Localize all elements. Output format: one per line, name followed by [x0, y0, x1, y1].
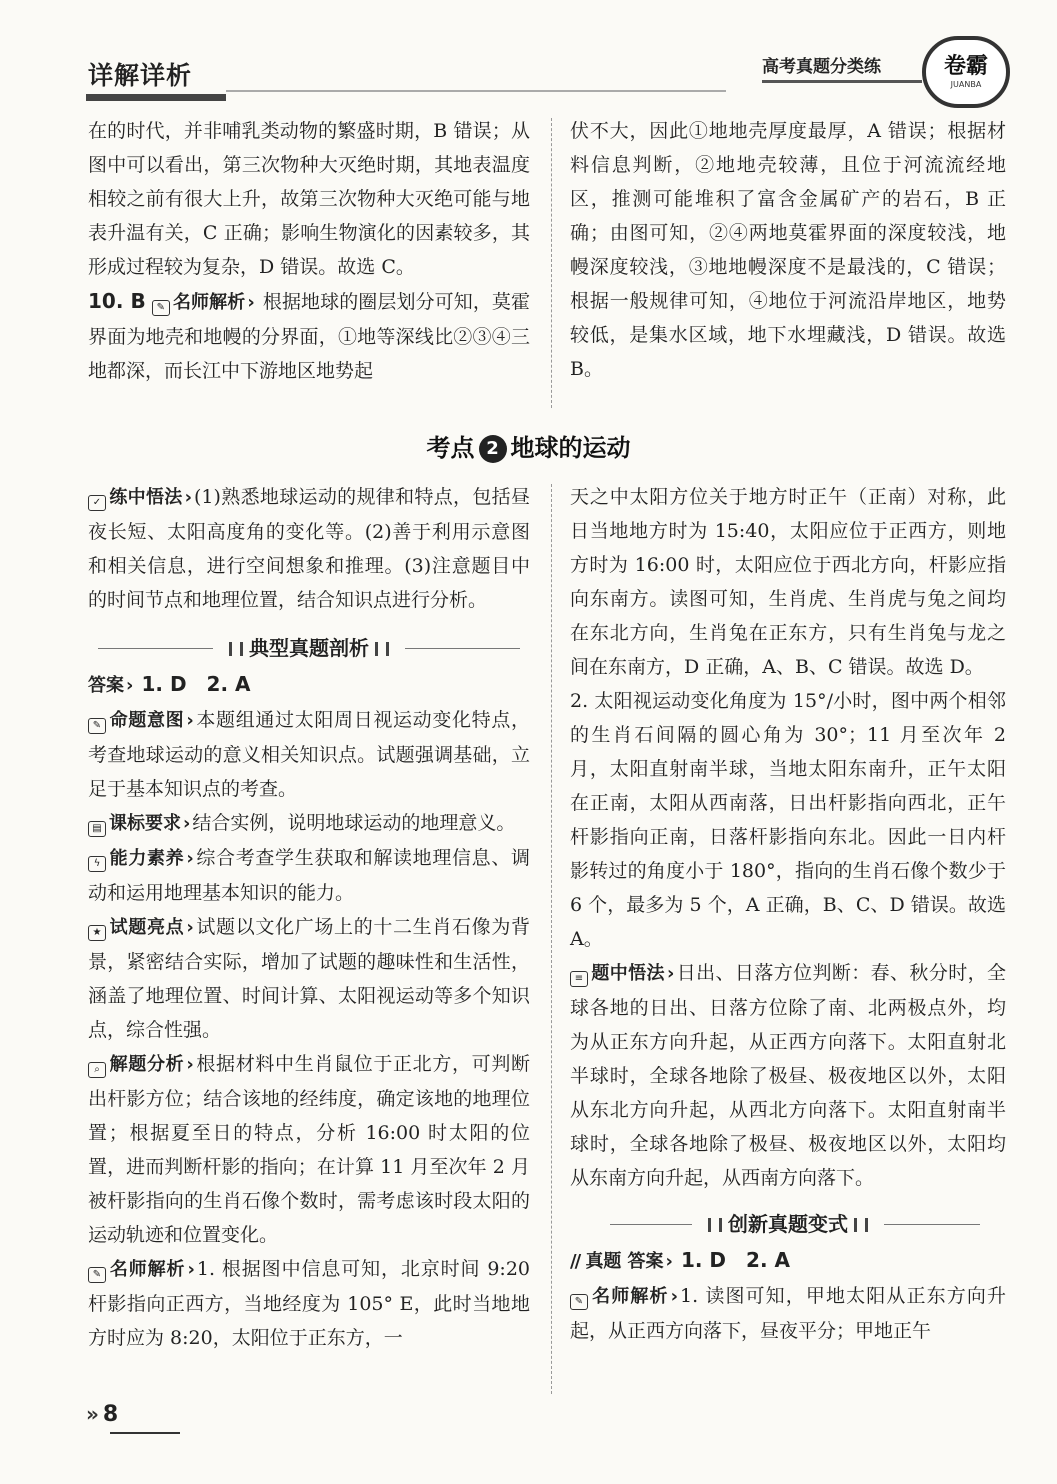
pencil-icon: ✎: [88, 718, 106, 734]
paragraph-q10: [88, 284, 530, 388]
nengli-block: [88, 841, 530, 910]
paragraph-q2: 2. 太阳视运动变化角度为 15°/小时，图中两个相邻的生肖石间隔的圆心角为 30°；11 月至次年 2 月，太阳直射南半球，当地太阳东南升，正午太阳在正南，太阳从西南落，日出杆影指向西北，正午杆影指向正南，日落杆影指向东北。因此一日内杆影转过的角度小于 180°，指向的生肖石像个数少于 6 个，最多为 5 个，A 正确，B、C、D 错误。故选 A。: [570, 690, 1006, 950]
mingshi-block: [88, 1252, 530, 1355]
bars-icon: [854, 1218, 868, 1232]
mingti-block: [88, 703, 530, 806]
note-icon: ≡: [570, 971, 588, 987]
subhead-innovation-text: 创新真题变式: [692, 1207, 884, 1241]
bars-icon: [229, 642, 243, 656]
page-footer: [86, 1402, 118, 1427]
top-right-column: [570, 114, 1006, 386]
answer-line: [88, 667, 530, 703]
section-prefix: 考点: [426, 434, 475, 462]
tizhong-block: [570, 956, 1006, 1195]
jieti-text: 根据材料中生肖鼠位于正北方，可判断出杆影方位；结合该地的经纬度，确定该地的地理位置；根据夏至日的特点，分析 16:00 时太阳的位置，进而判断杆影的指向；在计算 11 月至次年 2 月被杆影指向的生肖石像个数时，需考虑该时段太阳的运动轨迹和位置变化。: [88, 1053, 530, 1246]
chevron-right-icon: »: [86, 1402, 95, 1426]
kebiao-tag: ▤ 课标要求 ›: [88, 813, 192, 834]
logo-subtext: JUANBA: [950, 79, 982, 89]
column-divider-main: [551, 484, 552, 1394]
shiti-block: [88, 910, 530, 1047]
brand-logo: [922, 36, 1010, 108]
nengli-tag: ϟ 能力素养 ›: [88, 848, 196, 869]
brand-underline: [86, 94, 226, 101]
mingshi-tag: ✎ 名师解析 ›: [88, 1259, 197, 1280]
main-right-column: [570, 480, 1006, 1348]
header-rule: [226, 90, 726, 92]
check-icon: ✓: [88, 495, 106, 511]
star-icon: ★: [88, 925, 106, 941]
teacher-icon: ✎: [570, 1294, 588, 1310]
book-icon: ▤: [88, 821, 106, 837]
subhead-typical-text: 典型真题剖析: [213, 631, 405, 665]
zhenti-mingshi-block: [570, 1279, 1006, 1348]
subhead-innovation: [570, 1207, 1006, 1241]
kebiao-block: [88, 806, 530, 841]
top-left-column: [88, 114, 530, 388]
lianzhong-block: [88, 480, 530, 617]
zhenti-label: // 真题: [570, 1251, 622, 1272]
zhenti-answer-values: 1. D 2. A: [680, 1248, 790, 1272]
teacher-icon: ✎: [152, 300, 170, 316]
subhead-typical: [88, 631, 530, 665]
jieti-tag: ⌕ 解题分析 ›: [88, 1054, 196, 1075]
tizhong-tag: ≡ 题中悟法 ›: [570, 963, 676, 984]
mingshi-text: 1. 根据图中信息可知，北京时间 9:20 杆影指向正西方，当地经度为 105° E，此时当地地方时应为 8:20，太阳位于正东方，一: [88, 1258, 531, 1349]
answer-values: 1. D 2. A: [141, 672, 251, 696]
kebiao-text: 结合实例，说明地球运动的地理意义。: [192, 812, 516, 834]
series-title: 高考真题分类练: [762, 57, 881, 77]
answer-label: 答案 ›: [88, 675, 134, 696]
zhenti-answer-line: [570, 1243, 1006, 1279]
series-underline: [762, 80, 922, 83]
page-header: [0, 0, 1057, 112]
teacher-icon: ✎: [88, 1267, 106, 1283]
paragraph-q9-end: 在的时代，并非哺乳类动物的繁盛时期，B 错误；从图中可以看出，第三次物种大灭绝时期，其地表温度相较之前有很大上升，故第三次物种大灭绝可能与地表升温有关，C 正确；影响生物演化的因素较多，其形成过程较为复杂，D 错误。故选 C。: [88, 120, 530, 278]
shiti-tag: ★ 试题亮点 ›: [88, 917, 196, 938]
zhenti-mingshi-text: 1. 读图可知，甲地太阳从正东方向升起，从正西方向落下，昼夜平分；甲地正午: [570, 1285, 1007, 1342]
q10-answer: 10. B: [88, 289, 146, 313]
logo-text: 卷霸: [943, 53, 988, 79]
nengli-text: 综合考查学生获取和解读地理信息、调动和运用地理基本知识的能力。: [88, 847, 530, 904]
magnifier-icon: ⌕: [88, 1062, 106, 1078]
lianzhong-tag: ✓ 练中悟法 ›: [88, 487, 194, 508]
zhenti-answer-label: 答案 ›: [627, 1251, 673, 1272]
column-divider-top: [551, 118, 552, 408]
mingti-text: 本题组通过太阳周日视运动变化特点，考查地球运动的意义相关知识点。试题强调基础，立足于基本知识点的考查。: [88, 709, 530, 800]
q10-tag: ✎ 名师解析 ›: [152, 292, 257, 313]
jieti-block: [88, 1047, 530, 1252]
main-left-column: [88, 480, 530, 1355]
q10-text: 根据地球的圈层划分可知，莫霍界面为地壳和地幔的分界面，①地等深线比②③④三地都深，而长江中下游地区地势起: [88, 291, 531, 382]
section-number: 2: [479, 435, 507, 463]
page-number: 8: [102, 1402, 119, 1427]
bars-icon: [708, 1218, 722, 1232]
paragraph-q10-cont: 伏不大，因此①地地壳厚度最厚，A 错误；根据材料信息判断，②地地壳较薄，且位于河流流经地区，推测可能堆积了富含金属矿产的岩石，B 正确；由图可知，②④两地莫霍界面的深度较浅，地幔深度较浅，③地地幔深度不是最浅的，C 错误；根据一般规律可知，④地位于河流沿岸地区，地势较低，是集水区域，地下水埋藏浅，D 错误。故选 B。: [570, 120, 1006, 380]
section-name: 地球的运动: [510, 434, 631, 462]
lianzhong-text: (1)熟悉地球运动的规律和特点，包括昼夜长短、太阳高度角的变化等。(2)善于利用示意图和相关信息，进行空间想象和推理。(3)注意题目中的时间节点和地理位置，结合知识点进行分析。: [88, 486, 531, 611]
bolt-icon: ϟ: [88, 856, 106, 872]
section-title: [0, 428, 1057, 463]
paragraph-q1-cont: 天之中太阳方位关于地方时正午（正南）对称，此日当地地方时为 15:40，太阳应位于正西方，则地方时为 16:00 时，太阳应位于西北方向，杆影应指向东南方。读图可知，生肖虎、生肖虎与兔之间均在东北方向，生肖兔在正东方，只有生肖兔与龙之间在东南方，D 正确，A、B、C 错误。故选 D。: [570, 486, 1006, 678]
zhenti-mingshi-tag: ✎ 名师解析 ›: [570, 1286, 680, 1307]
mingti-tag: ✎ 命题意图 ›: [88, 710, 196, 731]
footer-underline: [110, 1432, 180, 1434]
tizhong-text: 日出、日落方位判断：春、秋分时，全球各地的日出、日落方位除了南、北两极点外，均为从正东方向升起，从正西方向落下。太阳直射北半球时，全球各地除了极昼、极夜地区以外，太阳从东北方向升起，从西北方向落下。太阳直射南半球时，全球各地除了极昼、极夜地区以外，太阳均从东南方向升起，从西南方向落下。: [570, 962, 1006, 1189]
brand-title: 详解详析: [88, 61, 193, 90]
shiti-text: 试题以文化广场上的十二生肖石像为背景，紧密结合实际，增加了试题的趣味性和生活性，涵盖了地理位置、时间计算、太阳视运动等多个知识点，综合性强。: [88, 916, 530, 1041]
bars-icon: [375, 642, 389, 656]
